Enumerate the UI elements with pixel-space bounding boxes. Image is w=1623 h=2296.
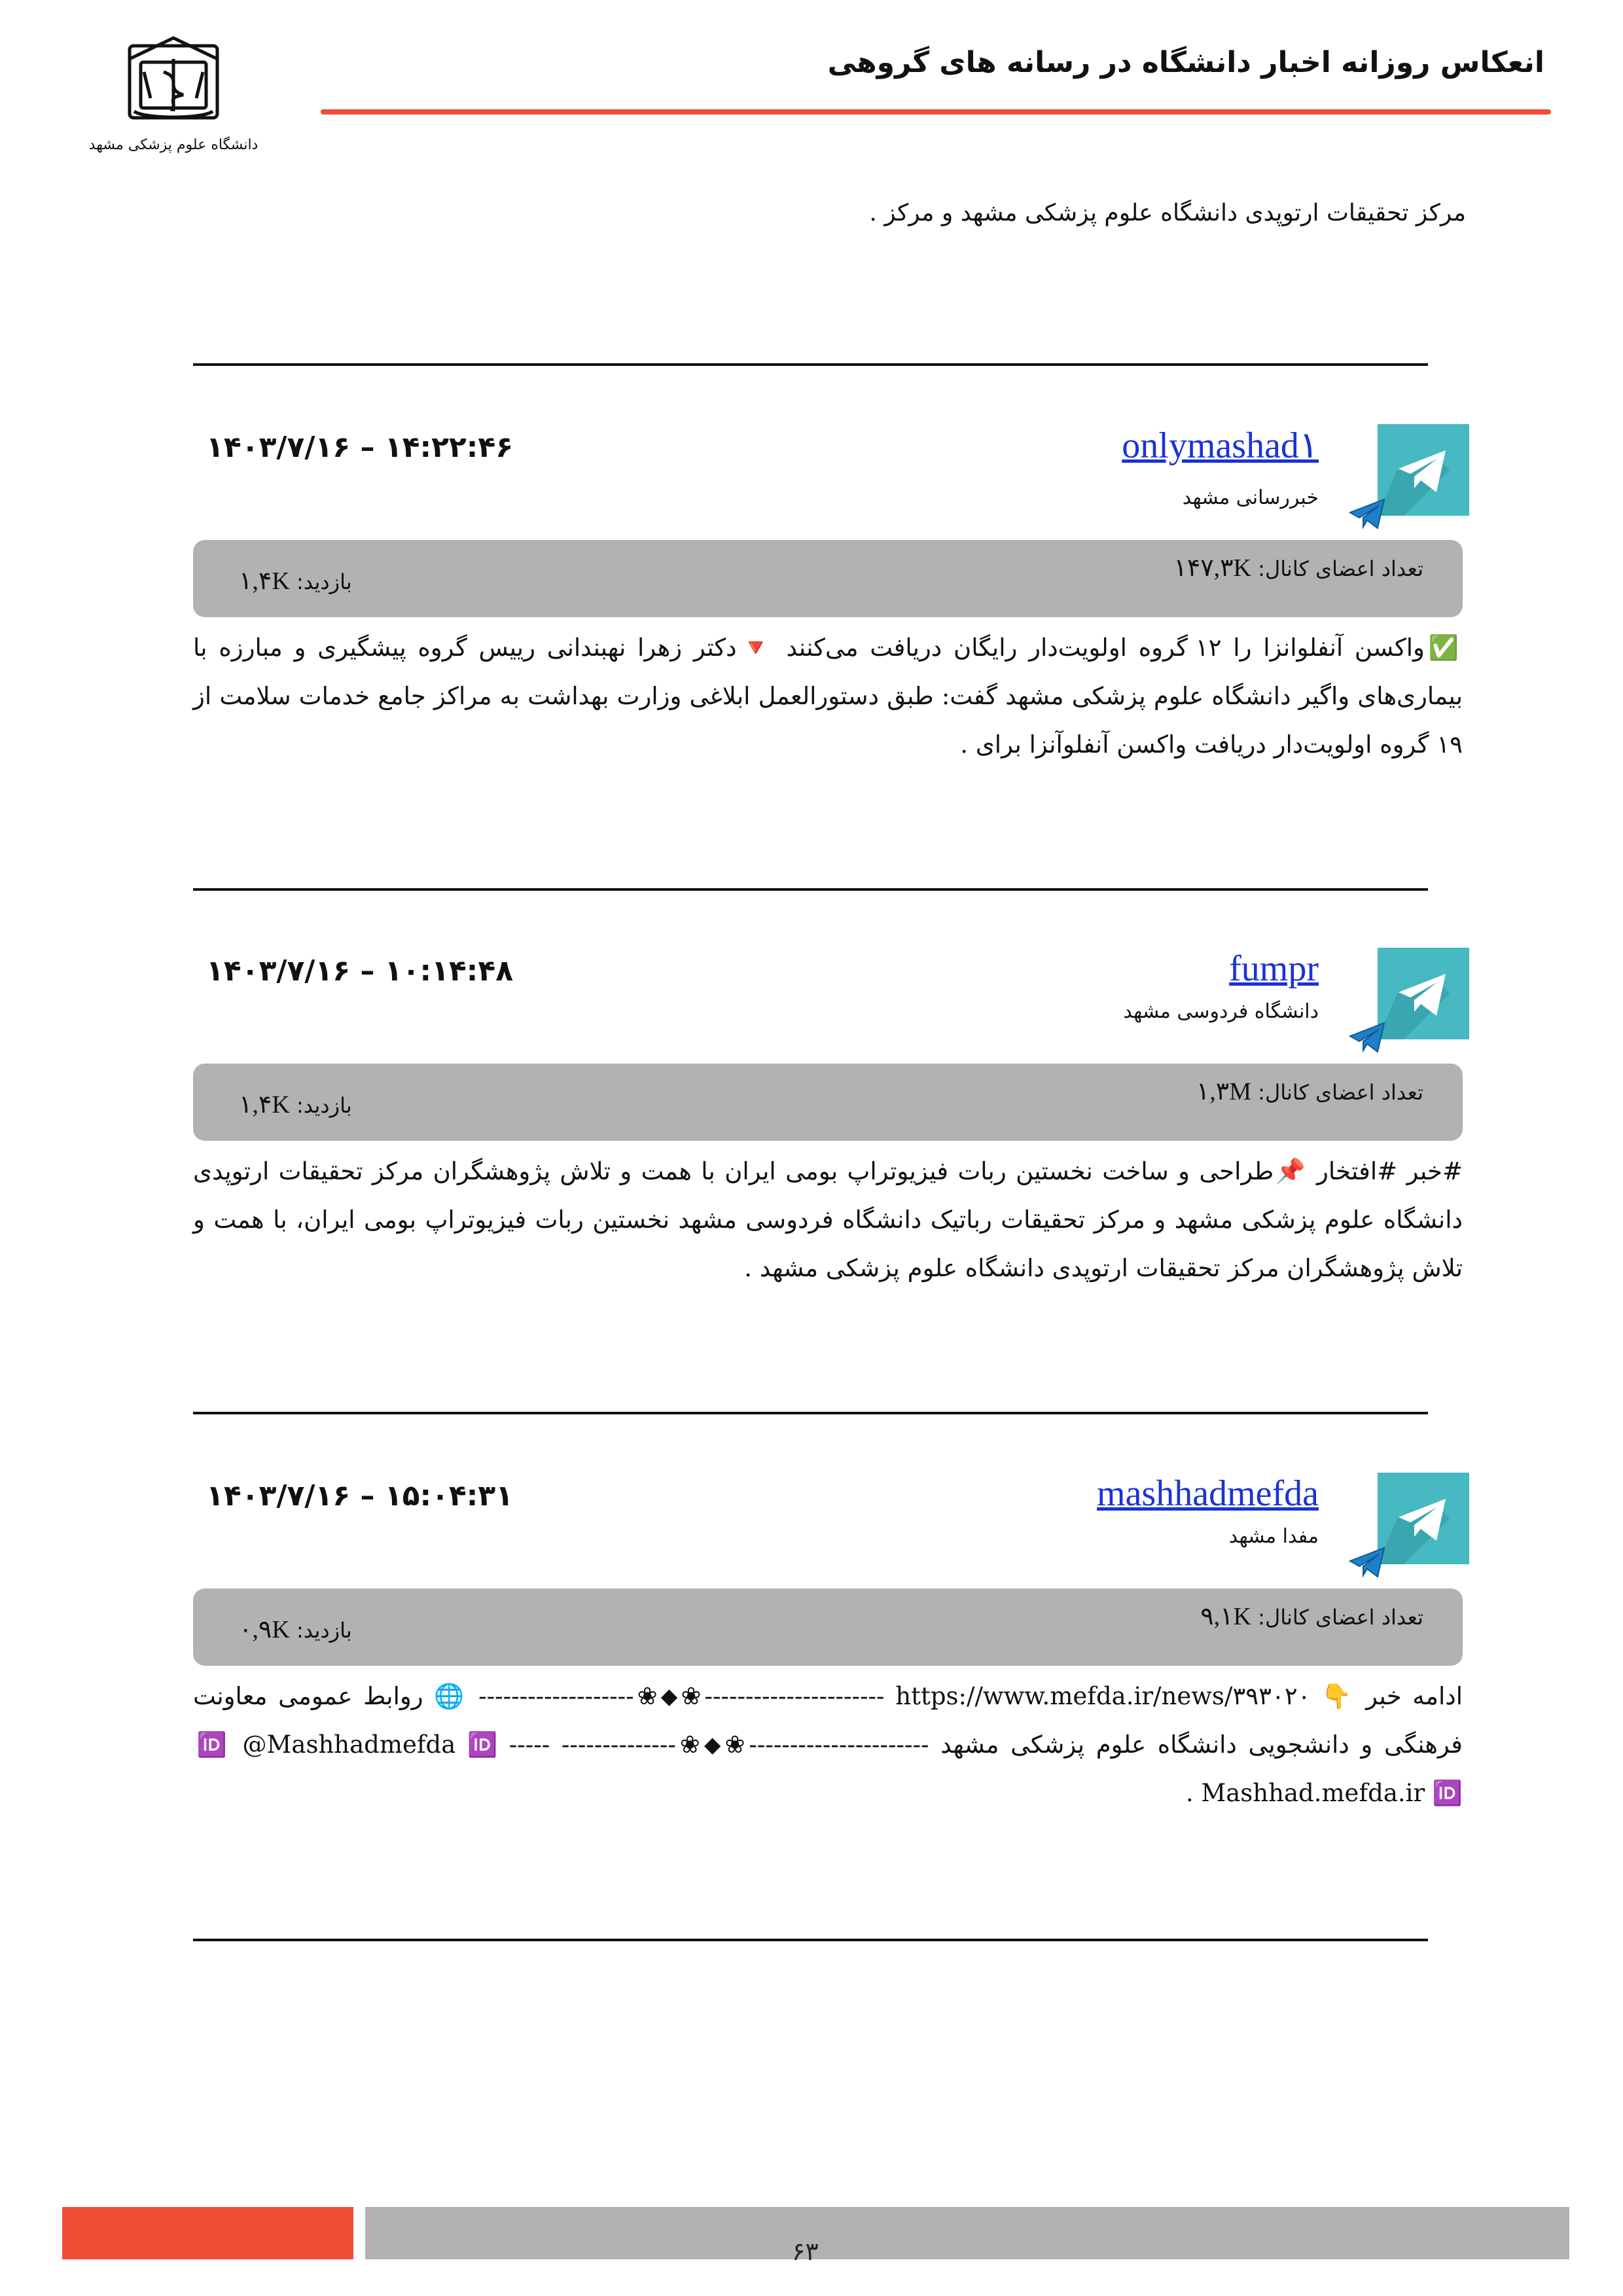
section-divider [193, 1939, 1428, 1941]
channel-name: دانشگاه فردوسی مشهد [1123, 1000, 1319, 1023]
channel-name: مفدا مشهد [1228, 1525, 1319, 1548]
intro-text: مرکز تحقیقات ارتوپدی دانشگاه علوم پزشکی مشهد و مرکز . [869, 200, 1466, 226]
post-datetime: ۱۴۰۳/۷/۱۶ – ۱۴:۲۲:۴۶ [206, 431, 514, 464]
channel-link[interactable]: onlymashad۱ [1122, 425, 1319, 466]
university-logo [88, 33, 259, 164]
members-count: تعداد اعضای کانال: ۹,۱K [1200, 1603, 1423, 1630]
section-divider [193, 888, 1428, 891]
post-card [193, 948, 1463, 1406]
channel-link[interactable]: mashhadmefda [1097, 1473, 1319, 1514]
stats-bar [193, 1064, 1463, 1141]
svg-text:دانشگاه علوم پزشکی مشهد: دانشگاه علوم پزشکی مشهد [88, 137, 259, 153]
telegram-icon [1378, 948, 1469, 1039]
stats-bar [193, 540, 1463, 617]
members-count: تعداد اعضای کانال: ۱۴۷,۳K [1173, 554, 1423, 582]
post-card [193, 424, 1463, 882]
post-body: ✅واکسن آنفلوانزا را ۱۲ گروه اولویت‌دار رایگان دریافت می‌کنند 🔻دکتر زهرا نهبندانی رییس گروه پیشگیری و مبارزه با بیماری‌های واگیر دانشگاه علوم پزشکی مشهد گفت: طبق دستورالعمل ابلاغی وزارت بهداشت به مراکز جامع خدمات سلامت از ۱۹ گروه اولویت‌دار دریافت واکسن آنفلوآنزا برای . [193, 634, 1463, 759]
post-card [193, 1473, 1463, 1931]
section-divider [193, 1412, 1428, 1414]
channel-name: خبررسانی مشهد [1182, 486, 1319, 509]
views-count: بازدید: ۱,۴K [239, 567, 352, 595]
post-datetime: ۱۴۰۳/۷/۱۶ – ۱۵:۰۴:۳۱ [206, 1479, 514, 1513]
footer-bar [365, 2207, 1569, 2259]
post-body: #خبر #افتخار 📌طراحی و ساخت نخستین ربات فیزیوتراپ بومی ایران با همت و تلاش پژوهشگران مرکز تحقیقات ارتوپدی دانشگاه علوم پزشکی مشهد و مرکز تحقیقات رباتیک دانشگاه فردوسی مشهد نخستین ربات فیزیوتراپ بومی ایران، با همت و تلاش پژوهشگران مرکز تحقیقات ارتوپدی دانشگاه علوم پزشکی مشهد . [193, 1157, 1463, 1282]
telegram-icon [1378, 424, 1469, 516]
page-title: انعکاس روزانه اخبار دانشگاه در رسانه های گروهی [827, 46, 1544, 79]
channel-link[interactable]: fumpr [1229, 948, 1319, 989]
members-count: تعداد اعضای کانال: ۱,۳M [1196, 1078, 1423, 1105]
post-datetime: ۱۴۰۳/۷/۱۶ – ۱۰:۱۴:۴۸ [206, 954, 514, 988]
post-body: ادامه خبر 👇 https://www.mefda.ir/news/۳۹۳۰۲۰ ----------------------❀⬥❀------------------- 🌐 روابط عمومی معاونت فرهنگی و دانشجویی دانشگاه علوم پزشکی مشهد ----------------------❀⬥❀-------------- ----- 🆔 @Mashhadmefda 🆔 Mashhad.mefda.ir 🆔 . [193, 1682, 1463, 1807]
footer-accent-bar [62, 2207, 353, 2259]
views-count: بازدید: ۰,۹K [239, 1616, 352, 1643]
page-number: ۶۳ [792, 2237, 819, 2266]
section-divider [193, 363, 1428, 366]
stats-bar [193, 1588, 1463, 1666]
telegram-icon [1378, 1473, 1469, 1564]
header-divider [321, 109, 1551, 115]
views-count: بازدید: ۱,۴K [239, 1091, 352, 1119]
